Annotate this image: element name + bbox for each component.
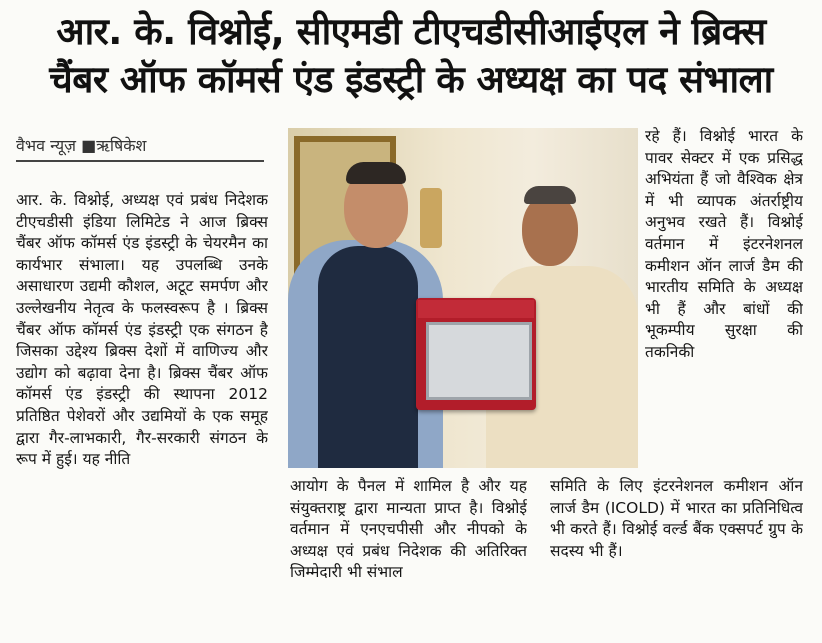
- byline: वैभव न्यूज़ ■ऋषिकेश: [16, 134, 264, 162]
- photo-person-left-hair: [346, 162, 406, 184]
- plaque-certificate: [426, 322, 532, 400]
- headline-line-2: चैंबर ऑफ कॉमर्स एंड इंडस्ट्री के अध्यक्ष का पद संभाला: [49, 58, 773, 101]
- article-text-right-top: रहे हैं। विश्नोई भारत के पावर सेक्टर में एक प्रसिद्ध अभियंता हैं जो वैश्विक क्षेत्र में भी व्यापक अंतर्राष्ट्रीय अनुभव रखते हैं। विश्नोई वर्तमान में इंटरनेशनल कमीशन ऑन लार्ज डैम की भारतीय समिति के अध्यक्ष भी हैं और बांधों की भूकम्पीय सुरक्षा की तकनिकी: [645, 127, 803, 361]
- plaque-lid: [418, 300, 534, 318]
- headline: [0, 8, 822, 104]
- article-text-mid-bottom: आयोग के पैनल में शामिल है और यह संयुक्तराष्ट्र द्वारा मान्यता प्राप्त है। विश्नोई वर्तमान में एनएचपीसी और नीपको के अध्यक्ष एवं प्रबंध निदेशक की अतिरिक्त जिम्मेदारी भी संभाल: [290, 477, 527, 582]
- article-column-right-top: [645, 126, 803, 468]
- photo-person-right-head: [522, 194, 578, 266]
- article-column-mid-bottom: [290, 476, 527, 616]
- photo-person-right-hair: [524, 186, 576, 204]
- article-text-right-bottom: समिति के लिए इंटरनेशनल कमीशन ऑन लार्ज डैम (ICOLD) में भारत का प्रतिनिधित्व भी करते हैं। विश्नोई वर्ल्ड बैंक एक्सपर्ट ग्रुप के सदस्य भी हैं।: [550, 477, 803, 560]
- photo-wall-lamp: [420, 188, 442, 248]
- news-photo: [288, 128, 638, 468]
- headline-line-1: आर. के. विश्नोई, सीएमडी टीएचडीसीआईएल ने ब्रिक्स: [56, 10, 766, 53]
- photo-award-plaque: [416, 298, 536, 410]
- article-text-col1: आर. के. विश्नोई, अध्यक्ष एवं प्रबंध निदेशक टीएचडीसी इंडिया लिमिटेड ने आज ब्रिक्स चैंबर ऑफ कॉमर्स एंड इंडस्ट्री के चेयरमैन का कार्यभार संभाला। यह उपलब्धि उनके असाधारण उद्यमी कौशल, अटूट समर्पण और उल्लेखनीय नेतृत्व के फलस्वरूप है । ब्रिक्स चैंबर ऑफ कॉमर्स एंड इंडस्ट्री एक संगठन है जिसका उद्देश्य ब्रिक्स देशों में वाणिज्य और उद्योग को बढ़ावा देना है। ब्रिक्स चैंबर ऑफ कॉमर्स एंड इंडस्ट्री की स्थापना 2012 प्रतिष्ठित पेशेवरों और उद्यमियों के एक समूह द्वारा गैर-लाभकारी, गैर-सरकारी संगठन के रूप में हुई। यह नीति: [16, 191, 268, 469]
- article-column-right-bottom: [550, 476, 803, 616]
- photo-person-left-vest: [318, 246, 418, 468]
- article-column-1: [16, 190, 268, 615]
